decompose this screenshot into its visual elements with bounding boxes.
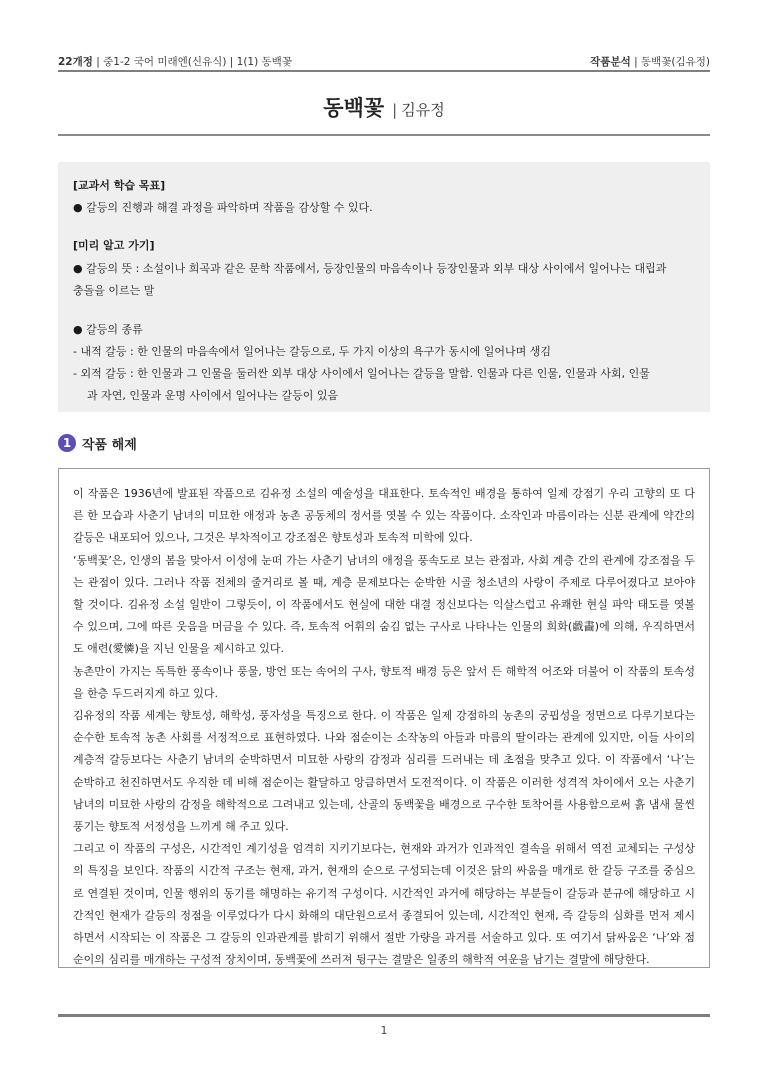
footer-divider <box>58 1014 710 1017</box>
header-left-text: | 중1-2 국어 미래엔(신유식) | 1(1) 동백꽃 <box>92 56 292 68</box>
goal-heading: [교과서 학습 목표] <box>73 179 166 192</box>
conflict-meaning-line2: 충돌을 이르는 말 <box>73 284 155 297</box>
header-left <box>58 54 292 69</box>
header-right <box>590 54 710 69</box>
work-commentary-box <box>58 468 710 968</box>
goal-item: ● 갈등의 진행과 해결 과정을 파악하며 작품을 감상할 수 있다. <box>73 201 373 214</box>
page-header <box>58 50 710 72</box>
page-title <box>0 92 768 122</box>
conflict-types-heading: ● 갈등의 종류 <box>73 323 143 336</box>
section-number-badge: 1 <box>58 434 76 452</box>
inner-conflict: - 내적 갈등 : 한 인물의 마음속에서 일어나는 갈등으로, 두 가지 이상의 욕구가 동시에 일어나며 생김 <box>73 345 552 358</box>
title-divider <box>58 134 710 136</box>
section-title: 작품 해제 <box>82 438 137 453</box>
commentary-paragraph: ‘동백꽃’은, 인생의 봄을 맞아서 이성에 눈떠 가는 사춘기 남녀의 애정을 풍속도로 보는 관점과, 사회 계층 간의 관계에 강조점을 두는 관점이 있다. 그러나 작품 전체의 줄거리로 볼 때, 계층 문제보다는 순박한 시골 청소년의 사랑이 주제로 다루어졌다고 보아야 할 것이다. 김유정 소설 일반이 그렇듯이, 이 작품에서도 현실에 대한 대결 정신보다는 익살스럽고 유쾌한 현실 파악 태도를 엿볼 수 있으며, 그에 따른 웃음을 머금을 수 있다. 즉, 토속적 어휘의 숨김 없는 구사로 나타나는 인물의 희화(戱畵)에 의해, 우직하면서도 애련(愛憐)을 지닌 인물을 제시하고 있다. <box>73 553 695 656</box>
title-separator: | <box>392 101 398 119</box>
outer-conflict-line1: - 외적 갈등 : 한 인물과 그 인물을 둘러싼 외부 대상 사이에서 일어나는 갈등을 말함. 인물과 다른 인물, 인물과 사회, 인물 <box>73 367 650 380</box>
commentary-paragraph: 김유정의 작품 세계는 향토성, 해학성, 풍자성을 특징으로 한다. 이 작품은 일제 강점하의 농촌의 궁핍성을 정면으로 다루기보다는 순수한 토속적 농촌 사회를 서정적으로 표현하였다. 나와 점순이는 소작농의 아들과 마름의 딸이라는 관계에 있지만, 이들 사이의 계층적 갈등보다는 사춘기 남녀의 순박하면서 미묘한 사랑의 감정과 심리를 드러내는 데 초점을 맞추고 있다. 이 작품에서 ‘나’는 순박하고 천진하면서도 우직한 데 비해 점순이는 활달하고 앙큼하면서 도전적이다. 이 작품은 이러한 성격적 차이에서 오는 사춘기 남녀의 미묘한 사랑의 감정을 해학적으로 그려내고 있는데, 산골의 동백꽃을 배경으로 구수한 토착어를 사용함으로써 흙 냄새 물씬 풍기는 향토적 서정성을 느끼게 해 주고 있다. <box>73 709 695 834</box>
outer-conflict-line2: 과 자연, 인물과 운명 사이에서 일어나는 갈등이 있음 <box>87 389 339 402</box>
header-divider <box>58 70 710 72</box>
author-name: 김유정 <box>401 101 445 119</box>
page-number: 1 <box>380 1024 388 1037</box>
pre-knowledge-heading: [미리 알고 가기] <box>73 239 155 252</box>
learning-goals-box <box>58 162 710 412</box>
commentary-paragraph: 그리고 이 작품의 구성은, 시간적인 계기성을 엄격히 지키기보다는, 현재와 과거가 인과적인 결속을 위해서 역전 교체되는 구성상의 특징을 보인다. 작품의 시간적 구조는 현재, 과거, 현재의 순으로 구성되는데 이것은 닭의 싸움을 매개로 한 갈등 구조를 중심으로 연결된 것이며, 인물 행위의 동기를 해명하는 유기적 구성이다. 시간적인 과거에 해당하는 부분들이 갈등과 분규에 해당하고 시간적인 현재가 갈등의 정점을 이루었다가 다시 화해의 대단원으로서 종결되어 있는데, 시간적인 현재, 즉 갈등의 심화를 먼저 제시하면서 시작되는 이 작품은 그 갈등의 인과관계를 밝히기 위해서 절반 가량을 과거를 서술하고 있다. 또 여기서 닭싸움은 ‘나’와 점순이의 심리를 매개하는 구성적 장치이며, 동백꽃에 쓰러져 뒹구는 결말은 일종의 해학적 여운을 남기는 결말에 해당한다. <box>73 842 695 967</box>
header-left-bold: 22개정 <box>58 56 93 68</box>
header-right-bold: 작품분석 <box>590 56 631 68</box>
header-right-text: | 동백꽃(김유정) <box>630 56 710 68</box>
work-title: 동백꽃 <box>323 96 385 120</box>
conflict-meaning-line1: ● 갈등의 뜻 : 소설이나 희곡과 같은 문학 작품에서, 등장인물의 마음속이나 등장인물과 외부 대상 사이에서 일어나는 대립과 <box>73 262 667 275</box>
commentary-paragraph: 농촌만이 가지는 독특한 풍속이나 풍물, 방언 또는 속어의 구사, 향토적 배경 등은 앞서 든 해학적 어조와 더불어 이 작품의 토속성을 한층 두드러지게 하고 있다. <box>73 664 695 700</box>
commentary-paragraph: 이 작품은 1936년에 발표된 작품으로 김유정 소설의 예술성을 대표한다. 토속적인 배경을 통하여 일제 강점기 우리 고향의 또 다른 한 모습과 사춘기 남녀의 미묘한 애정과 농촌 공동체의 정서를 엿볼 수 있는 작품이다. 소작인과 마름이라는 신분 관계에 약간의 갈등은 내포되어 있으나, 그것은 부차적이고 강조점은 향토성과 토속적 미학에 있다. <box>73 487 695 545</box>
